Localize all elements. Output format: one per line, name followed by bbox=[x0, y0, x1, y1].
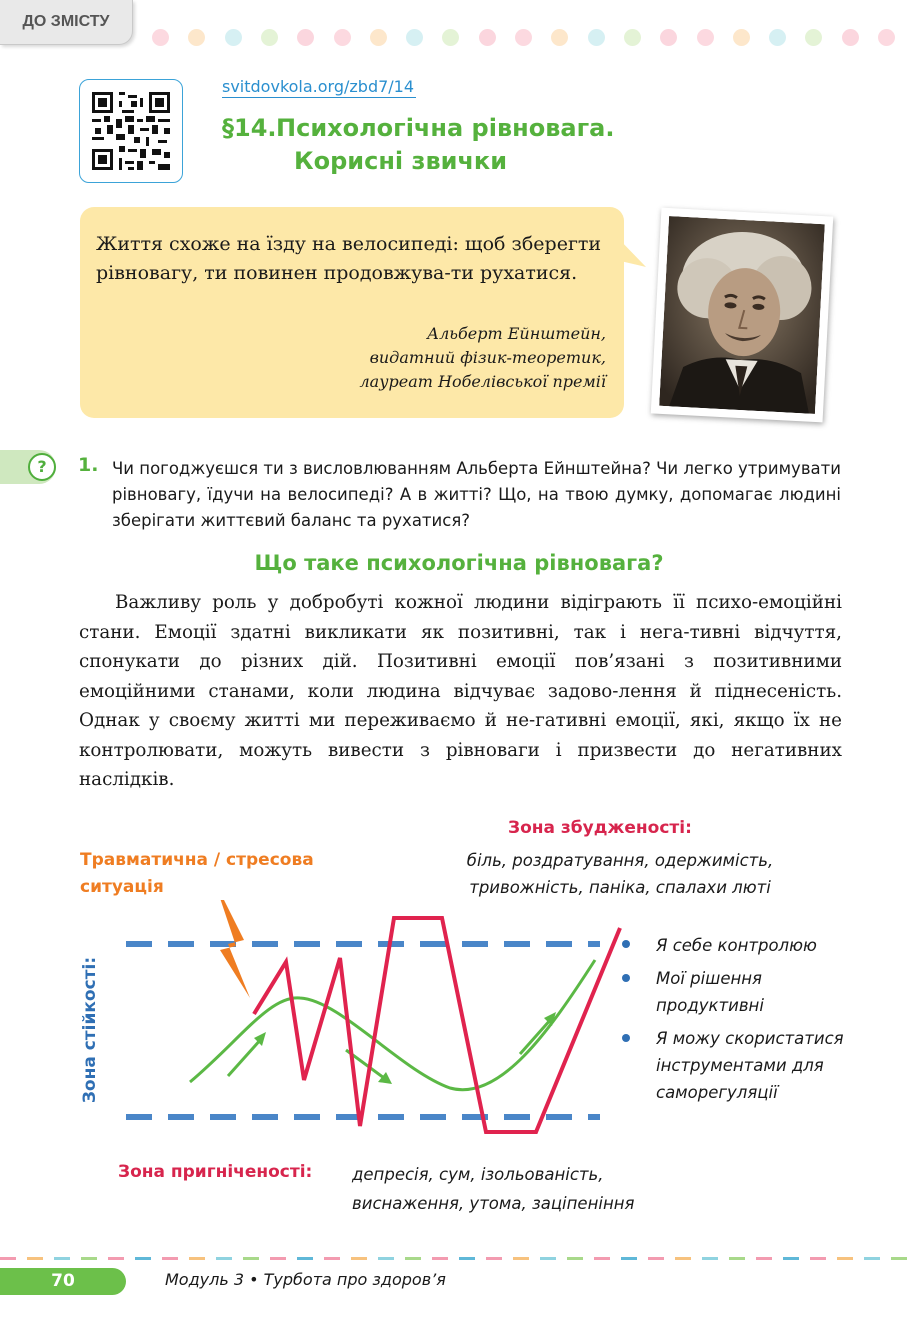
up-arrow-icon-2 bbox=[520, 1012, 556, 1054]
quote-author-title: видатний фізик-теоретик, bbox=[369, 348, 606, 367]
footer-dash bbox=[702, 1257, 718, 1260]
trauma-line1: Травматична / стресова bbox=[80, 850, 314, 870]
up-arrow-icon bbox=[228, 1032, 266, 1076]
footer-dash bbox=[378, 1257, 394, 1260]
footer-dash bbox=[324, 1257, 340, 1260]
decorative-dot bbox=[624, 29, 641, 46]
footer-dash bbox=[864, 1257, 880, 1260]
footer-dash bbox=[486, 1257, 502, 1260]
footer-dash bbox=[891, 1257, 907, 1260]
footer-dash bbox=[405, 1257, 421, 1260]
footer-dash bbox=[621, 1257, 637, 1260]
footer-dash bbox=[27, 1257, 43, 1260]
footer-dash bbox=[108, 1257, 124, 1260]
question-number: 1. bbox=[78, 454, 99, 476]
question-text: Чи погоджуєшся ти з висловлюванням Альберта Ейнштейна? Чи легко утримувати рівновагу, їдучи на велосипеді? А в житті? Що, на твою думку, допомагає людині зберігати життєвий баланс та рухатися? bbox=[112, 459, 841, 530]
bullet-dot bbox=[622, 974, 630, 982]
stress-curve bbox=[254, 918, 620, 1132]
decorative-dot bbox=[297, 29, 314, 46]
arousal-zone-title: Зона збудженості: bbox=[508, 818, 692, 838]
quote-author: Альберт Ейнштейн, bbox=[427, 324, 606, 343]
resilient-curve bbox=[190, 960, 595, 1090]
body-paragraph: Важливу роль у добробуті кожної людини відіграють її психо-емоційні стани. Емоції здатні викликати як позитивні, так і нега-тивні відчуття, спонукати до різних дій. Позитивні емоції пов’язані з позитивними емоційними станами, коли людина відчуває задово-лення й піднесеність. Однак у своєму житті ми переживаємо й не-гативні емоції, які, якщо їх не контролювати, можуть вивести з рівноваги і призвести до негативних наслідків. bbox=[79, 592, 842, 790]
footer-dash bbox=[675, 1257, 691, 1260]
section-number: §14. bbox=[222, 114, 277, 142]
quote-bubble-tail bbox=[616, 236, 650, 270]
footer-dash bbox=[513, 1257, 529, 1260]
footer-dash bbox=[351, 1257, 367, 1260]
bullet-self-regulation: Я можу скористатися інструментами для саморегуляції bbox=[656, 1029, 844, 1102]
qr-code-icon bbox=[92, 92, 170, 170]
footer-dash bbox=[243, 1257, 259, 1260]
decorative-dot bbox=[842, 29, 859, 46]
decorative-dot bbox=[697, 29, 714, 46]
footer-dash bbox=[135, 1257, 151, 1260]
decorative-dot bbox=[515, 29, 532, 46]
footer-dash bbox=[54, 1257, 70, 1260]
footer-divider bbox=[0, 1256, 918, 1262]
footer-dash bbox=[432, 1257, 448, 1260]
footer-dash bbox=[459, 1257, 475, 1260]
footer-dash bbox=[594, 1257, 610, 1260]
footer-dash bbox=[567, 1257, 583, 1260]
resource-link[interactable]: svitdovkola.org/zbd7/14 bbox=[222, 77, 415, 96]
decorative-dot bbox=[588, 29, 605, 46]
decorative-dot bbox=[479, 29, 496, 46]
decorative-dot bbox=[878, 29, 895, 46]
footer-dash bbox=[0, 1257, 16, 1260]
decorative-dot bbox=[188, 29, 205, 46]
footer-dash bbox=[648, 1257, 664, 1260]
decorative-dot bbox=[733, 29, 750, 46]
decorative-dot bbox=[406, 29, 423, 46]
footer-dash bbox=[216, 1257, 232, 1260]
decorative-dot bbox=[225, 29, 242, 46]
arousal-line2: тривожність, паніка, спалахи люті bbox=[469, 878, 771, 897]
decorative-dot bbox=[152, 29, 169, 46]
footer-dash bbox=[540, 1257, 556, 1260]
footer-dash bbox=[729, 1257, 745, 1260]
portrait-photo bbox=[651, 208, 834, 423]
footer-dash bbox=[756, 1257, 772, 1260]
bullet-productive-decisions: Мої рішення продуктивні bbox=[656, 969, 764, 1015]
trauma-line2: ситуація bbox=[80, 877, 164, 897]
depression-line2: виснаження, утома, заціпеніння bbox=[352, 1194, 635, 1213]
depression-zone-description bbox=[352, 1160, 732, 1218]
decorative-dot bbox=[370, 29, 387, 46]
depression-line1: депресія, сум, ізольованість, bbox=[352, 1165, 604, 1184]
depression-zone-title: Зона пригніченості: bbox=[118, 1162, 313, 1182]
decorative-dot bbox=[805, 29, 822, 46]
footer-dash bbox=[162, 1257, 178, 1260]
bullet-dot bbox=[622, 1034, 630, 1042]
arousal-line1: біль, роздратування, одержимість, bbox=[466, 851, 774, 870]
footer-dash bbox=[81, 1257, 97, 1260]
quote-text: Життя схоже на їзду на велосипеді: щоб зберегти рівновагу, ти повинен продовжува-ти рухатися. bbox=[96, 233, 602, 284]
qr-code bbox=[79, 79, 183, 183]
decorative-dot bbox=[442, 29, 459, 46]
decorative-dot bbox=[551, 29, 568, 46]
arousal-zone-description bbox=[420, 847, 820, 901]
quote-author-award: лауреат Нобелівської премії bbox=[359, 372, 606, 391]
decorative-dot bbox=[769, 29, 786, 46]
stability-zone-label: Зона стійкості: bbox=[80, 956, 100, 1104]
bullet-dot bbox=[622, 940, 630, 948]
page-title-line1: Психологічна рівновага. bbox=[276, 114, 615, 142]
decorative-dot bbox=[261, 29, 278, 46]
decorative-dot bbox=[334, 29, 351, 46]
portrait-image bbox=[659, 216, 825, 414]
lightning-icon bbox=[214, 900, 250, 998]
footer-dash bbox=[837, 1257, 853, 1260]
page-number: 70 bbox=[0, 1268, 126, 1295]
trauma-label bbox=[80, 847, 350, 901]
footer-dash bbox=[270, 1257, 286, 1260]
footer-dash bbox=[810, 1257, 826, 1260]
footer-dash bbox=[297, 1257, 313, 1260]
footer-module-text: Модуль 3 • Турбота про здоров’я bbox=[165, 1270, 446, 1289]
footer-dash bbox=[783, 1257, 799, 1260]
bullet-self-control: Я себе контролюю bbox=[656, 936, 817, 955]
question-icon: ? bbox=[28, 453, 56, 481]
toc-button[interactable]: ДО ЗМІСТУ bbox=[0, 0, 133, 45]
page-title-line2: Корисні звички bbox=[294, 147, 508, 175]
footer-dash bbox=[189, 1257, 205, 1260]
section-heading: Що таке психологічна рівновага? bbox=[254, 551, 664, 575]
decorative-dot bbox=[660, 29, 677, 46]
